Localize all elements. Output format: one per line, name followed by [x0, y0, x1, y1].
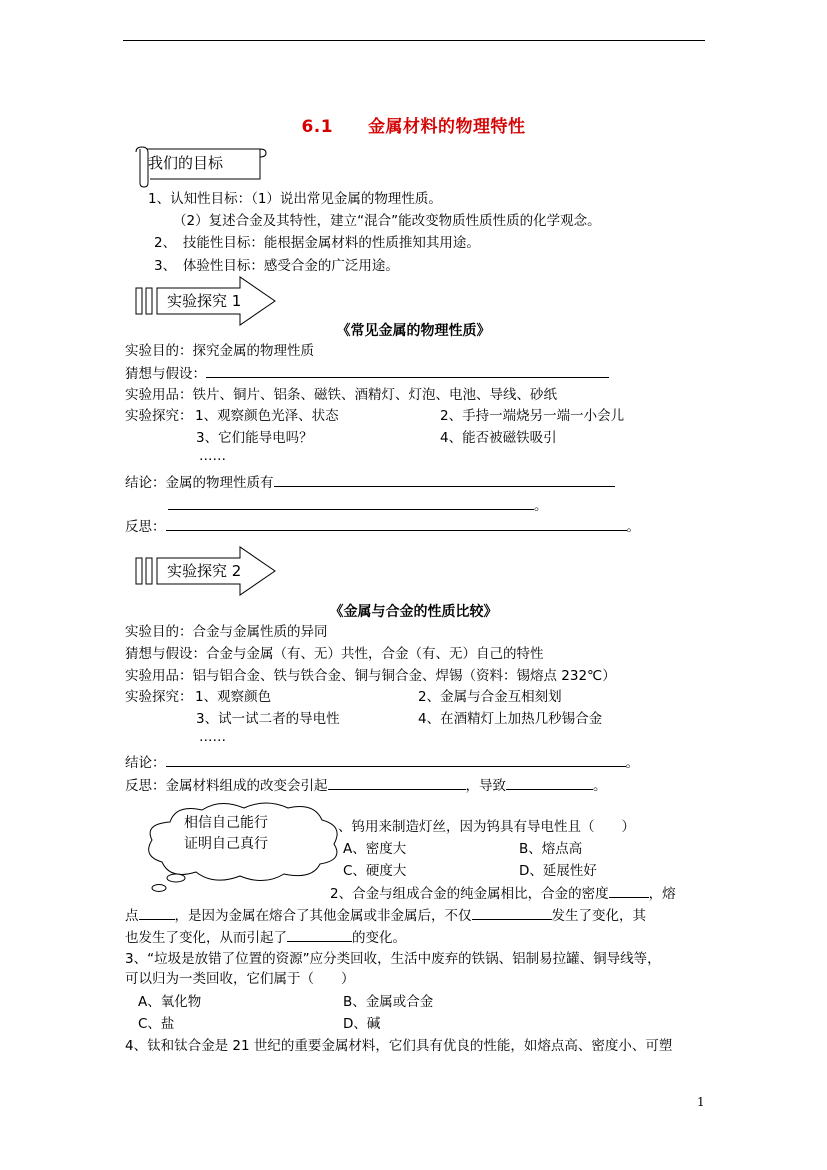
- scroll-banner-goals: [132, 143, 267, 189]
- q1-stem: 、钨用来制造灯丝，因为钨具有导电性且（ ）: [338, 819, 635, 835]
- exp1-reflection: 反思： 。: [125, 519, 640, 535]
- q2-line3: 也发生了变化，从而引起了 的变化。: [125, 930, 406, 946]
- exp2-ellipsis: ……: [199, 729, 226, 745]
- blank[interactable]: [328, 776, 466, 790]
- exp2-heading: 《金属与合金的性质比较》: [329, 604, 498, 620]
- exp1-banner-text: 实验探究 1: [167, 292, 242, 310]
- blank[interactable]: [166, 753, 626, 767]
- q2-line2: 点 ，是因为金属在熔合了其他金属或非金属后，不仅 发生了变化，其: [125, 908, 646, 924]
- q3-option-a[interactable]: A、氧化物: [138, 994, 202, 1010]
- exp2-reflection: 反思：金属材料组成的改变会引起 ，导致 。: [125, 778, 607, 794]
- blank[interactable]: [206, 364, 609, 378]
- goal-1: 1、认知性目标：（1）说出常见金属的物理性质。: [148, 191, 442, 207]
- cloud-line-1: 相信自己能行: [184, 815, 268, 831]
- cloud-line-2: 证明自己真行: [184, 836, 268, 852]
- exp2-banner-text: 实验探究 2: [167, 562, 242, 580]
- exp2-explore-3: 3、试一试二者的导电性: [196, 711, 340, 727]
- page-number: 1: [697, 1095, 705, 1109]
- q1-option-b[interactable]: B、熔点高: [519, 841, 583, 857]
- exp1-explore-3: 3、它们能导电吗？: [196, 430, 313, 446]
- exp2-purpose: 实验目的：合金与金属性质的异同: [125, 624, 328, 640]
- q3-option-c[interactable]: C、盐: [138, 1016, 175, 1032]
- exp1-heading: 《常见金属的物理性质》: [336, 323, 491, 339]
- exp1-explore-1: 1、观察颜色光泽、状态: [195, 408, 339, 424]
- header-rule: [123, 40, 705, 41]
- exp1-explore-4: 4、能否被磁铁吸引: [440, 430, 557, 446]
- q1-option-d[interactable]: D、延展性好: [519, 863, 597, 879]
- q3-line2: 可以归为一类回收，它们属于（ ）: [125, 971, 355, 987]
- exp2-hypothesis: 猜想与假设：合金与金属（有、无）共性，合金（有、无）自己的特性: [125, 646, 544, 662]
- q1-option-a[interactable]: A、密度大: [343, 841, 407, 857]
- q3-option-d[interactable]: D、碱: [343, 1016, 381, 1032]
- exp1-hypothesis: 猜想与假设：: [125, 364, 609, 383]
- goal-2: 2、 技能性目标：能根据金属材料的性质推知其用途。: [154, 235, 480, 251]
- arrow-banner-exp2: [135, 545, 280, 599]
- exp1-conclusion: 结论：金属的物理性质有: [125, 473, 615, 492]
- goal-1-2: （2）复述合金及其特性，建立“混合”能改变物质性质性质的化学观念。: [173, 213, 601, 229]
- q3-line1: 3、“垃圾是放错了位置的资源”应分类回收，生活中废弃的铁锅、铝制易拉罐、铜导线等，: [125, 951, 661, 967]
- exp1-conclusion-line2: 。: [168, 496, 548, 515]
- exp2-explore-label: 实验探究：: [125, 689, 193, 705]
- blank[interactable]: [287, 928, 352, 942]
- blank[interactable]: [166, 517, 627, 531]
- exp1-materials: 实验用品：铁片、铜片、铝条、磁铁、酒精灯、灯泡、电池、导线、砂纸: [125, 387, 557, 403]
- blank[interactable]: [506, 776, 593, 790]
- thought-cloud: [142, 800, 347, 898]
- exp1-purpose: 实验目的：探究金属的物理性质: [125, 343, 314, 359]
- q1-option-c[interactable]: C、硬度大: [343, 863, 407, 879]
- exp1-explore-label: 实验探究：: [125, 408, 193, 424]
- page-title: 6.1 金属材料的物理特性: [301, 117, 526, 137]
- exp2-materials: 实验用品：铝与铝合金、铁与铁合金、铜与铜合金、焊锡（资料：锡熔点 232℃）: [125, 668, 616, 684]
- exp2-explore-4: 4、在酒精灯上加热几秒锡合金: [418, 711, 603, 727]
- q3-option-b[interactable]: B、金属或合金: [343, 994, 434, 1010]
- exp2-explore-2: 2、金属与合金互相刻划: [418, 689, 562, 705]
- exp1-ellipsis: ……: [199, 448, 226, 464]
- goal-3: 3、 体验性目标：感受合金的广泛用途。: [154, 258, 399, 274]
- blank[interactable]: [274, 473, 615, 487]
- blank[interactable]: [168, 496, 534, 510]
- blank[interactable]: [139, 906, 175, 920]
- exp2-explore-1: 1、观察颜色: [195, 689, 272, 705]
- blank[interactable]: [609, 884, 649, 898]
- q2-line1: 2、合金与组成合金的纯金属相比，合金的密度 ，熔: [330, 886, 676, 902]
- blank[interactable]: [472, 906, 552, 920]
- exp2-conclusion: 结论： 。: [125, 755, 639, 771]
- exp1-explore-2: 2、手持一端烧另一端一小会儿: [440, 408, 625, 424]
- goals-banner-text: 我们的目标: [148, 154, 224, 172]
- q4-line1: 4、钛和钛合金是 21 世纪的重要金属材料，它们具有优良的性能，如熔点高、密度小、可塑: [125, 1038, 673, 1054]
